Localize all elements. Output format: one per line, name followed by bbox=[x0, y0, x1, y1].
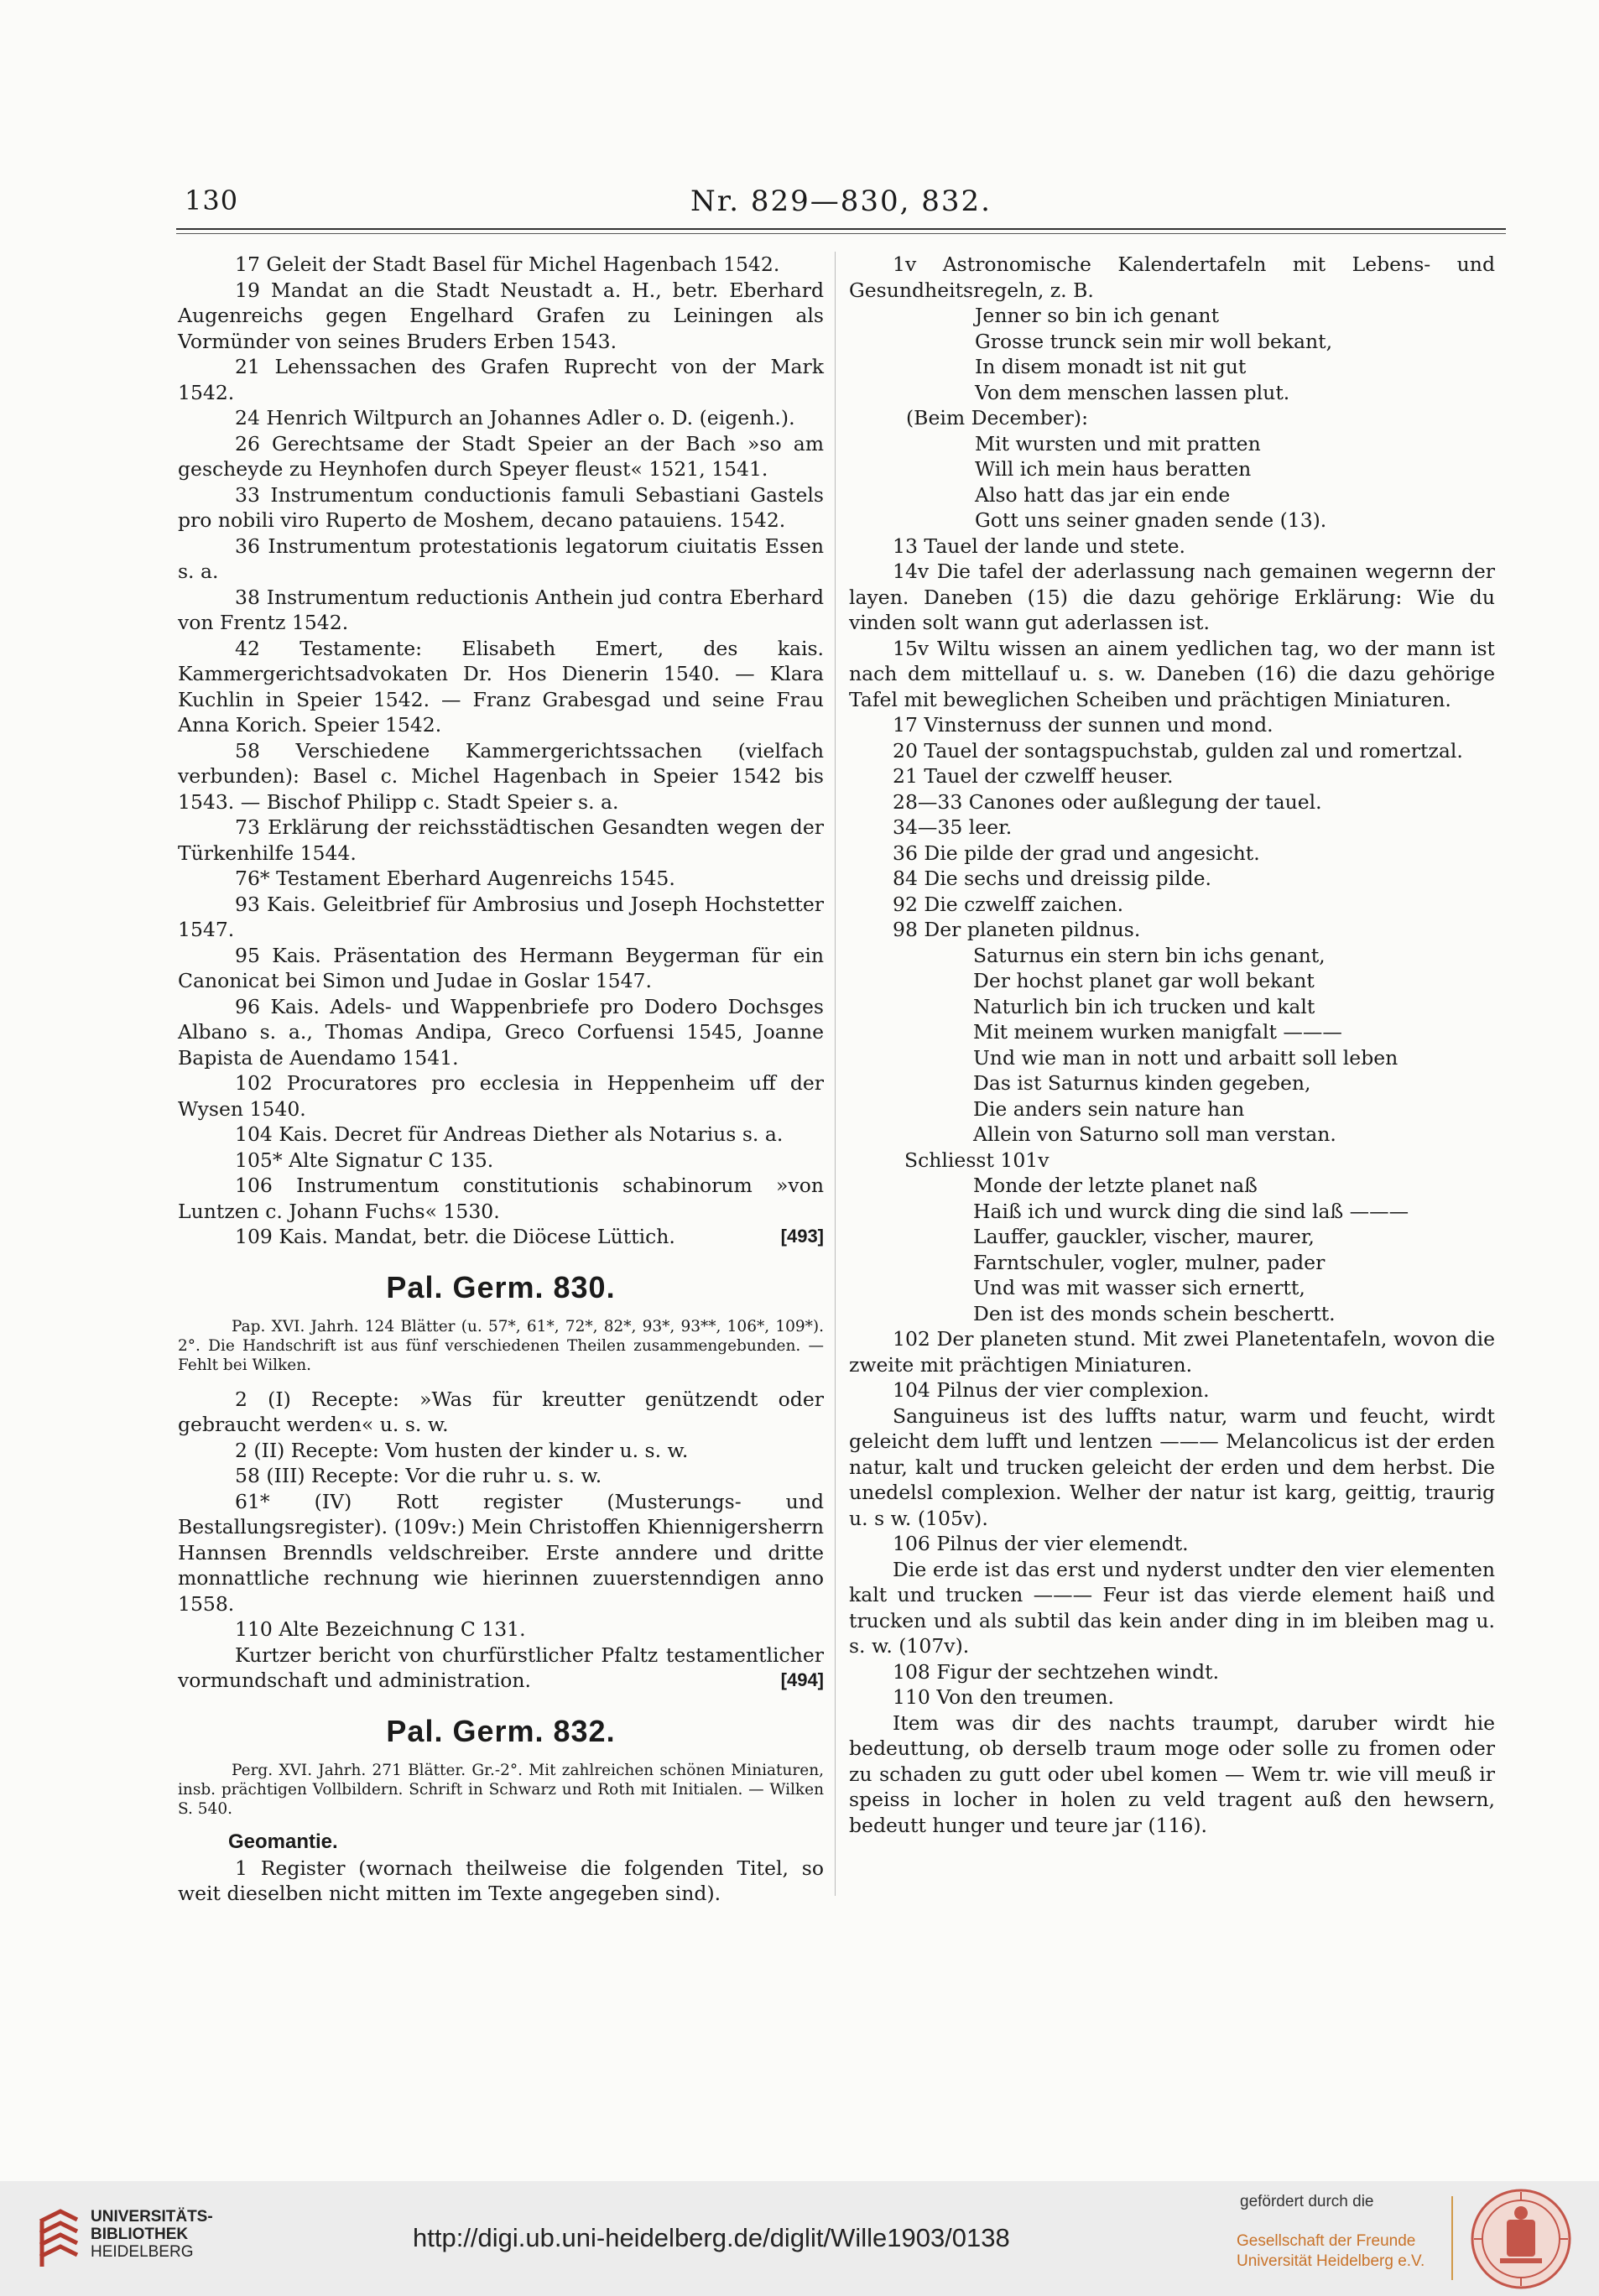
verse-caption: Schliesst 101v bbox=[904, 1148, 1050, 1172]
entry: 58 Verschiedene Kammergerichtssachen (vielfach verbunden): Basel c. Michel Hagenbach in Speier 1542 bis 1543. — Bischof Philipp c. Stadt Speier s. a. bbox=[178, 738, 824, 814]
right-column bbox=[849, 252, 1495, 1838]
entry: 1 Register (wornach theilweise die folgenden Titel, so weit dieselben nicht mitten im Texte angegeben sind). bbox=[178, 1856, 824, 1905]
verse-line: Naturlich bin ich trucken und kalt bbox=[973, 994, 1315, 1018]
entry: 92 Die czwelff zaichen. bbox=[893, 892, 1124, 916]
entry: 76* Testament Eberhard Augenreichs 1545. bbox=[235, 867, 675, 890]
library-name-line: HEIDELBERG bbox=[91, 2243, 194, 2261]
header-rule bbox=[176, 228, 1506, 230]
library-name-line: UNIVERSITÄTS- bbox=[91, 2208, 213, 2226]
entry: 20 Tauel der sontagspuchstab, gulden zal und romertzal. bbox=[893, 738, 1463, 763]
entry: Die erde ist das erst und nyderst undter den vier elementen kalt und trucken ——— Feur ist das vierde element haiß und trucken und als subtil das kein ander ding in im bleiben mag u. s. w. (107v). bbox=[849, 1557, 1495, 1658]
entry: 26 Gerechtsame der Stadt Speier an der Bach »so am gescheyde zu Heynhofen durch Speyer fleust« 1521, 1541. bbox=[178, 431, 824, 481]
university-seal-icon bbox=[1470, 2188, 1572, 2290]
entry: 95 Kais. Präsentation des Hermann Beygerman für ein Canonicat bei Simon und Judae in Goslar 1547. bbox=[178, 943, 824, 992]
section-heading-830: Pal. Germ. 830. bbox=[386, 1269, 616, 1304]
verse-line: Den ist des monds schein beschertt. bbox=[973, 1301, 1336, 1325]
verse-line: Grosse trunck sein mir woll bekant, bbox=[975, 329, 1333, 353]
verse-line: Und wie man in nott und arbaitt soll leben bbox=[973, 1045, 1398, 1070]
entry: 28—33 Canones oder außlegung der tauel. bbox=[893, 789, 1322, 814]
verse-line: Von dem menschen lassen plut. bbox=[975, 380, 1290, 404]
verse-line: Gott uns seiner gnaden sende (13). bbox=[975, 508, 1327, 532]
entry: 108 Figur der sechtzehen windt. bbox=[893, 1659, 1220, 1684]
column-divider bbox=[835, 252, 836, 1896]
description-text: Pap. XVI. Jahrh. 124 Blätter (u. 57*, 61*, 72*, 82*, 93*, 93**, 106*, 109*). 2°. Die Handschrift ist aus fünf verschiedenen Theilen zusammengebunden. — Fehlt bei Wilken. bbox=[178, 1317, 824, 1374]
verse-caption: (Beim December): bbox=[906, 406, 1088, 430]
verse-line: Die anders sein nature han bbox=[973, 1096, 1245, 1121]
entry bbox=[178, 1643, 824, 1694]
entry bbox=[178, 1224, 824, 1250]
entry: 73 Erklärung der reichsstädtischen Gesandten wegen der Türkenhilfe 1544. bbox=[178, 815, 824, 865]
sponsor-name-line: Gesellschaft der Freunde bbox=[1237, 2232, 1416, 2250]
entry: Sanguineus ist des luffts natur, warm und feucht, wirdt geleicht dem lufft und lentzen ——— Melancolicus ist der erden natur, kalt und trucken geleicht der erden und dem herbst. Die unedelsl complexion. Welher der natur ist karg, geittig, traurig u. s w. (105v). bbox=[849, 1403, 1495, 1530]
university-library-logo-icon[interactable] bbox=[35, 2205, 82, 2272]
entry: 17 Geleit der Stadt Basel für Michel Hagenbach 1542. bbox=[235, 253, 780, 276]
verse-line: Das ist Saturnus kinden gegeben, bbox=[973, 1071, 1311, 1095]
entry: 61* (IV) Rott register (Musterungs- und Bestallungsregister). (109v:) Mein Christoffen Khiennigersherrn Hannsen Brenndls veldschreiber. Erste anndere und dritte monnattliche rechnung wie hierinnen zuuerstenndigen anno 1558. bbox=[178, 1489, 824, 1616]
entry: 110 Alte Bezeichnung C 131. bbox=[235, 1617, 526, 1641]
entry: 106 Instrumentum constitutionis schabinorum »von Luntzen c. Johann Fuchs« 1530. bbox=[178, 1174, 824, 1223]
verse-line: Also hatt das jar ein ende bbox=[975, 482, 1231, 507]
verse-line: Der hochst planet gar woll bekant bbox=[973, 969, 1315, 992]
entry: 38 Instrumentum reductionis Anthein jud contra Eberhard von Frentz 1542. bbox=[178, 585, 824, 634]
entry: 2 (II) Recepte: Vom husten der kinder u. s. w. bbox=[235, 1438, 689, 1462]
verse-line: Jenner so bin ich genant bbox=[975, 304, 1220, 327]
page-title: Nr. 829—830, 832. bbox=[690, 185, 992, 218]
entry: 104 Kais. Decret für Andreas Diether als Notarius s. a. bbox=[235, 1122, 784, 1146]
verse-line: Saturnus ein stern bin ichs genant, bbox=[973, 943, 1326, 967]
entry: 105* Alte Signatur C 135. bbox=[235, 1148, 494, 1172]
entry-text: 109 Kais. Mandat, betr. die Diöcese Lüttich. bbox=[235, 1225, 675, 1248]
sponsor-name[interactable] bbox=[1237, 2231, 1425, 2272]
manuscript-description bbox=[178, 1761, 824, 1819]
subsection-heading: Geomantie. bbox=[228, 1830, 338, 1853]
header-rule-thin bbox=[176, 233, 1506, 234]
entry: 36 Die pilde der grad und angesicht. bbox=[893, 841, 1260, 865]
description-text: Perg. XVI. Jahrh. 271 Blätter. Gr.-2°. Mit zahlreichen schönen Miniaturen, insb. prächtigen Vollbildern. Schrift in Schwarz und Roth mit Initialen. — Wilken S. 540. bbox=[178, 1761, 824, 1818]
verse-line: Lauffer, gauckler, vischer, maurer, bbox=[973, 1225, 1315, 1248]
verse-line: Mit meinem wurken manigfalt ——— bbox=[973, 1020, 1342, 1044]
entry: Item was dir des nachts traumpt, daruber wirdt hie bedeuttung, ob derselb traum moge oder solle zu fromen oder zu schaden zu gutt oder ubel komen — Wem tr. wie vill meuß ir speiss in locher in holen zu veld tragent auß den hewsern, bedeutt hunger und teure jar (116). bbox=[849, 1710, 1495, 1837]
entry: 17 Vinsternuss der sunnen und mond. bbox=[893, 713, 1273, 737]
entry: 104 Pilnus der vier complexion. bbox=[893, 1378, 1210, 1402]
entry: 2 (I) Recepte: »Was für kreutter genützendt oder gebraucht werden« u. s. w. bbox=[178, 1387, 824, 1436]
verse-line: Allein von Saturno soll man verstan. bbox=[973, 1122, 1336, 1146]
page-header bbox=[176, 185, 1506, 223]
verse-line: Und was mit wasser sich ernertt, bbox=[973, 1276, 1305, 1299]
manuscript-description bbox=[178, 1317, 824, 1375]
entry: 102 Der planeten stund. Mit zwei Planetentafeln, wovon die zweite mit prächtigen Miniaturen. bbox=[849, 1327, 1495, 1377]
entry: 98 Der planeten pildnus. bbox=[893, 918, 1141, 941]
entry: 106 Pilnus der vier elemendt. bbox=[893, 1532, 1189, 1555]
sponsor-name-line: Universität Heidelberg e.V. bbox=[1237, 2252, 1425, 2270]
verse-line: Monde der letzte planet naß bbox=[973, 1174, 1258, 1197]
entry: 33 Instrumentum conductionis famuli Sebastiani Gastels pro nobili viro Ruperto de Moshem, decano patauiens. 1542. bbox=[178, 482, 824, 532]
sponsor-divider bbox=[1451, 2196, 1453, 2280]
section-heading-832: Pal. Germ. 832. bbox=[386, 1713, 616, 1748]
verse-line: Farntschuler, vogler, mulner, pader bbox=[973, 1250, 1326, 1274]
folio-marker: [493] bbox=[780, 1226, 824, 1247]
entry: 15v Wiltu wissen an ainem yedlichen tag, wo der mann ist nach dem mittellauf u. s. w. Daneben (16) die dazu gehörige Tafel mit beweglichen Scheiben und prächtigen Miniaturen. bbox=[849, 636, 1495, 711]
entry: 21 Tauel der czwelff heuser. bbox=[893, 764, 1174, 788]
permalink-url[interactable]: http://digi.ub.uni-heidelberg.de/diglit/Wille1903/0138 bbox=[413, 2223, 1010, 2252]
entry: 13 Tauel der lande und stete. bbox=[893, 534, 1186, 558]
entry: 102 Procuratores pro ecclesia in Heppenheim uff der Wysen 1540. bbox=[178, 1071, 824, 1121]
entry: 14v Die tafel der aderlassung nach gemainen wegernn der layen. Daneben (15) die dazu gehörige Erklärung: Wie du vinden solt wann gut aderlassen ist. bbox=[849, 560, 1495, 634]
entry-text: Kurtzer bericht von churfürstlicher Pfaltz testamentlicher vormundschaft und administration. bbox=[178, 1643, 824, 1692]
entry: 34—35 leer. bbox=[893, 815, 1013, 839]
page-number: 130 bbox=[185, 185, 239, 216]
entry: 96 Kais. Adels- und Wappenbriefe pro Dodero Dochsges Albano s. a., Thomas Andipa, Greco Corfuensi 1545, Joanne Bapista de Auendamo 1541. bbox=[178, 994, 824, 1070]
entry: 58 (III) Recepte: Vor die ruhr u. s. w. bbox=[235, 1464, 602, 1487]
verse-line: Mit wursten und mit pratten bbox=[975, 431, 1261, 456]
entry: 84 Die sechs und dreissig pilde. bbox=[893, 867, 1212, 890]
left-column bbox=[178, 252, 824, 1907]
entry: 21 Lehenssachen des Grafen Ruprecht von der Mark 1542. bbox=[178, 355, 824, 404]
footer-bar bbox=[0, 2181, 1599, 2296]
entry: 93 Kais. Geleitbrief für Ambrosius und Joseph Hochstetter 1547. bbox=[178, 892, 824, 941]
verse-line: Will ich mein haus beratten bbox=[975, 457, 1252, 481]
entry: 36 Instrumentum protestationis legatorum ciuitatis Essen s. a. bbox=[178, 534, 824, 583]
entry: 42 Testamente: Elisabeth Emert, des kais. Kammergerichtsadvokaten Dr. Hos Dienerin 1540. — Klara Kuchlin in Speier 1542. — Franz Grabesgad und seine Frau Anna Korich. Speier 1542. bbox=[178, 636, 824, 737]
verse-line: In disem monadt ist nit gut bbox=[975, 355, 1247, 378]
folio-marker: [494] bbox=[780, 1669, 824, 1690]
verse-line: Haiß ich und wurck ding die sind laß ——— bbox=[973, 1199, 1409, 1223]
entry: 110 Von den treumen. bbox=[893, 1685, 1114, 1709]
library-name-line: BIBLIOTHEK bbox=[91, 2226, 189, 2243]
entry: 24 Henrich Wiltpurch an Johannes Adler o. D. (eigenh.). bbox=[235, 406, 795, 430]
entry: 19 Mandat an die Stadt Neustadt a. H., betr. Eberhard Augenreichs gegen Engelhard Grafen zu Leiningen als Vormünder von seines Bruders Erben 1543. bbox=[178, 278, 824, 353]
entry: 1v Astronomische Kalendertafeln mit Lebens- und Gesundheitsregeln, z. B. bbox=[849, 253, 1495, 302]
library-name[interactable] bbox=[91, 2208, 213, 2261]
sponsor-caption: gefördert durch die bbox=[1240, 2193, 1374, 2210]
